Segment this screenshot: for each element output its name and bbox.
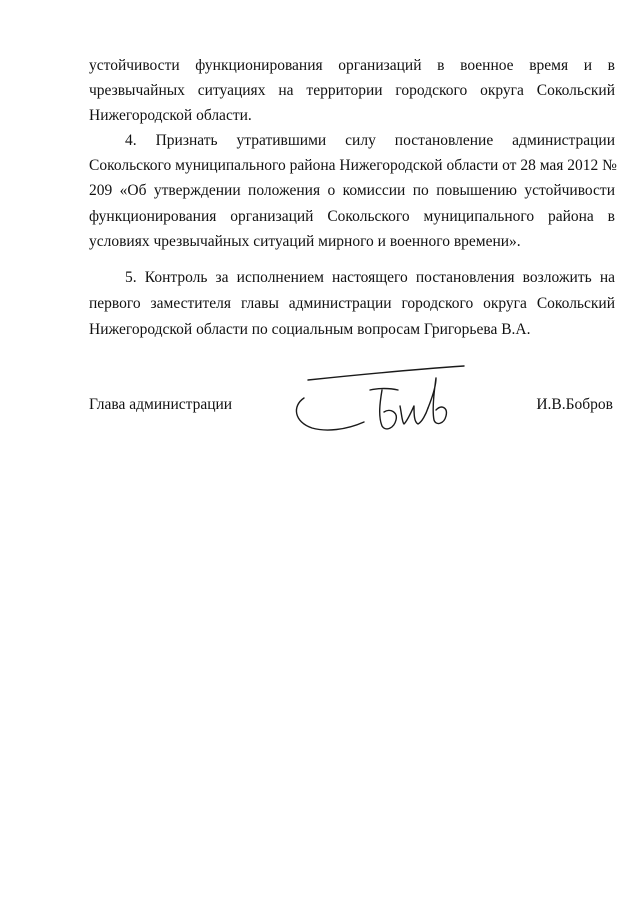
text-line: функционирования организаций Сокольского муниципального района в (89, 208, 615, 225)
text-line: Нижегородской области. (89, 107, 252, 124)
text-line: условиях чрезвычайных ситуаций мирного и военного времени». (89, 233, 521, 250)
text-line: 4. Признать утратившими силу постановление администрации (125, 132, 615, 149)
text-line: 209 «Об утверждении положения о комиссии по повышению устойчивости (89, 182, 615, 199)
signatory-name: И.В.Бобров (536, 396, 613, 413)
text-line: Нижегородской области по социальным вопросам Григорьева В.А. (89, 321, 531, 338)
text-line: первого заместителя главы администрации городского округа Сокольский (89, 295, 615, 312)
text-line: Сокольского муниципального района Нижегородской области от 28 мая 2012 № (89, 157, 617, 174)
signatory-title: Глава администрации (89, 396, 233, 413)
text-line: устойчивости функционирования организаций в военное время и в (89, 57, 615, 74)
text-line: 5. Контроль за исполнением настоящего постановления возложить на (125, 269, 615, 286)
handwritten-signature (286, 362, 468, 436)
text-line: чрезвычайных ситуациях на территории городского округа Сокольский (89, 82, 615, 99)
